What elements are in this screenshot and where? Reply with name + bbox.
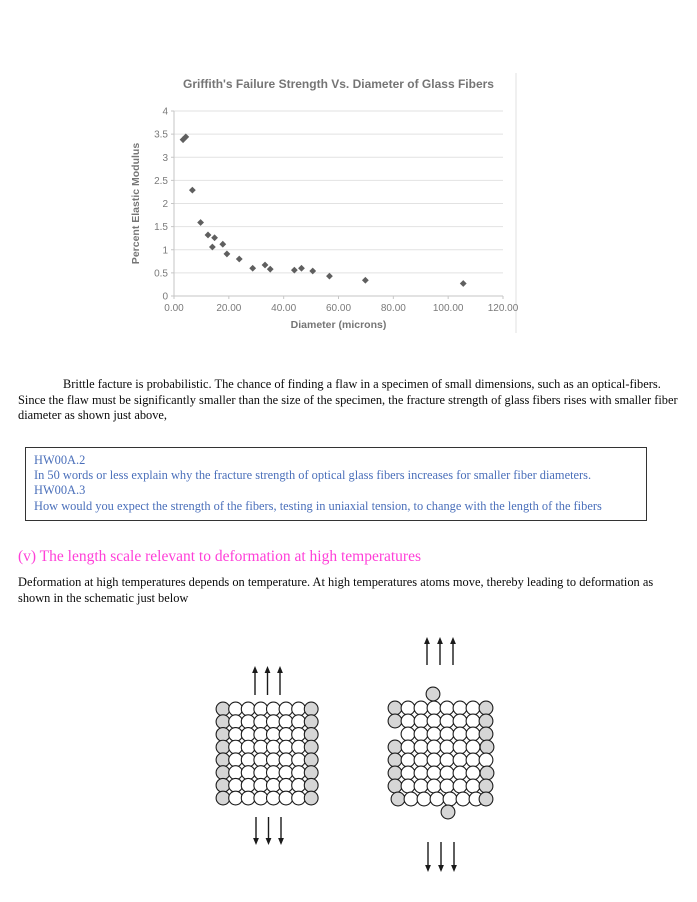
svg-text:2.5: 2.5	[154, 175, 168, 187]
hw-a3-label: HW00A.3	[34, 483, 86, 498]
homework-question-box	[25, 447, 647, 521]
svg-text:0: 0	[162, 291, 168, 303]
svg-text:4: 4	[162, 106, 168, 118]
svg-text:3.5: 3.5	[154, 129, 168, 141]
svg-text:3: 3	[162, 152, 168, 164]
paragraph-brittle-fracture: Brittle facture is probabilistic. The chance of finding a flaw in a specimen of small dimensions, such as an optical-fibers. Since the flaw must be significantly smaller than the size of the specimen, the fracture strength of glass fibers rises with smaller fiber diameter as shown just above,	[18, 377, 678, 423]
svg-text:0.5: 0.5	[154, 268, 168, 280]
svg-text:60.00: 60.00	[325, 303, 352, 314]
svg-text:0.00: 0.00	[164, 303, 184, 314]
paragraph-deformation: Deformation at high temperatures depends on temperature. At high temperatures atoms move, thereby leading to deformation as shown in the schematic just below	[18, 575, 654, 605]
svg-text:40.00: 40.00	[271, 303, 297, 314]
svg-text:120.00: 120.00	[487, 303, 519, 314]
svg-text:1: 1	[162, 245, 168, 257]
hw-a3-question: How would you expect the strength of the fibers, testing in uniaxial tension, to change with the length of the fibers	[34, 498, 602, 513]
section-heading-length-scale: (v) The length scale relevant to deformation at high temperatures	[18, 548, 421, 565]
hw-a2-question: In 50 words or less explain why the fracture strength of optical glass fibers increases for smaller fiber diameters.	[34, 468, 592, 483]
svg-text:Percent Elastic Modulus: Percent Elastic Modulus	[130, 142, 142, 265]
svg-text:2: 2	[162, 199, 168, 210]
svg-text:1.5: 1.5	[154, 222, 168, 234]
svg-text:20.00: 20.00	[216, 303, 242, 314]
svg-text:Diameter (microns): Diameter (microns)	[290, 319, 387, 331]
svg-text:Griffith's Failure Strength Vs: Griffith's Failure Strength Vs. Diameter of Glass Fibers	[183, 77, 494, 91]
griffith-scatter-chart	[100, 20, 580, 350]
svg-text:80.00: 80.00	[380, 303, 406, 314]
svg-text:100.00: 100.00	[432, 303, 464, 314]
hw-a2-label: HW00A.2	[34, 453, 86, 467]
atom-lattice-schematic	[180, 620, 520, 890]
